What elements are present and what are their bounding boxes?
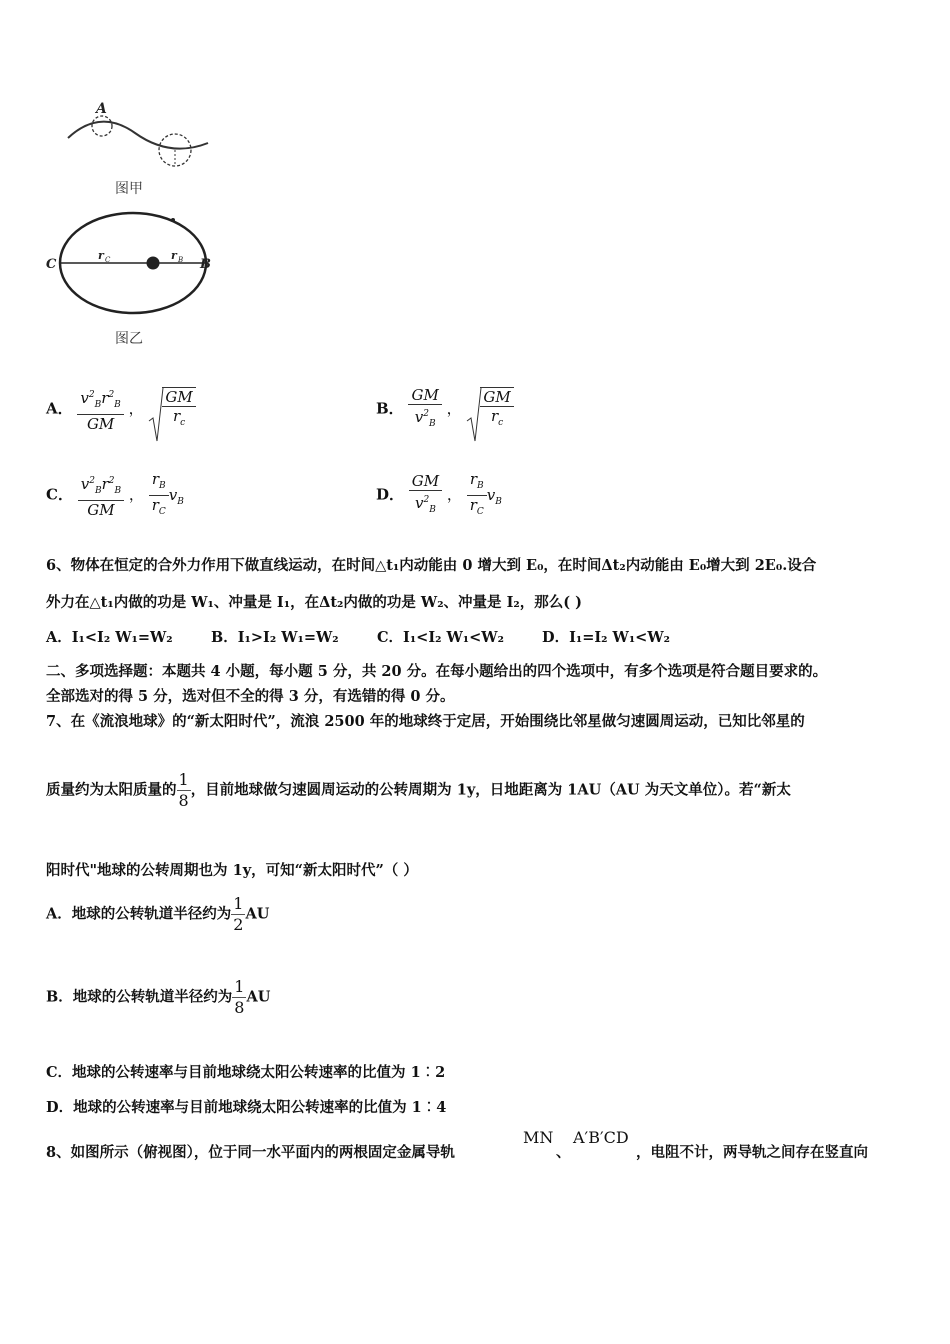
q6-option-d[interactable]: D．I₁=I₂ W₁<W₂	[542, 629, 670, 646]
q8-sep: 、	[556, 1144, 571, 1161]
q8-rail1: MN	[523, 1128, 554, 1147]
q5-option-a-letter: A．	[46, 399, 73, 418]
q5-c-frac2: $\frac{r_B}{r_C}$	[149, 470, 169, 521]
fig1-caption: 图甲	[115, 181, 143, 197]
q5-a-sqrt: $\frac{GM}{r_c}$	[148, 387, 195, 432]
q8-line1-post: ，电阻不计，两导轨之间存在竖直向	[636, 1144, 868, 1161]
fig2-label-c: C	[46, 257, 57, 272]
q5-option-c-letter: C．	[46, 485, 73, 504]
q7-option-d[interactable]: D．地球的公转速率与目前地球绕太阳公转速率的比值为 1︰4	[46, 1099, 447, 1116]
q5-option-d-letter: D．	[376, 485, 405, 504]
q7-option-c[interactable]: C．地球的公转速率与目前地球绕太阳公转速率的比值为 1︰2	[46, 1064, 446, 1081]
fig2-label-rc-sub: C	[105, 256, 111, 264]
q5-b-frac1: $\frac{GM}{v^2_B}$	[408, 386, 441, 433]
fig2-label-rb: r	[171, 249, 177, 262]
q7-line2: 质量约为太阳质量的 $\frac{1}{8}$ ，目前地球做匀速圆周运动的公转周期为 1y，日地距离为 1AU（AU 为天文单位）。若“新太	[46, 770, 791, 810]
q8-line1-pre: 8、如图所示（俯视图），位于同一水平面内的两根固定金属导轨	[46, 1144, 455, 1161]
q5-option-d[interactable]: D． $\frac{GM}{v^2_B}$ ， $\frac{r_B}{r_C}$ $v_B$	[376, 470, 502, 521]
fig2-label-rc: r	[98, 249, 104, 262]
q5-c-frac1: $\frac{v^2_Br^2_B}{GM}$	[78, 472, 124, 519]
q7-fraction: $\frac{1}{8}$	[178, 770, 189, 810]
section2-heading-line2: 全部选对的得 5 分，选对但不全的得 3 分，有选错的得 0 分。	[46, 688, 455, 705]
q8-rail2: A′B′CD	[573, 1128, 629, 1147]
q6-option-a[interactable]: A．I₁<I₂ W₁=W₂	[46, 629, 173, 646]
q7-line1: 7、在《流浪地球》的“新太阳时代”，流浪 2500 年的地球终于定居，开始围绕比邻星做匀速圆周运动，已知比邻星的	[46, 713, 805, 730]
q5-a-frac1: $\frac{v^2_Br^2_B}{GM}$	[77, 386, 123, 433]
q5-option-c[interactable]: C． $\frac{v^2_Br^2_B}{GM}$ ， $\frac{r_B}{r_C}$ $v_B$	[46, 470, 184, 519]
q7-line3: 阳时代"地球的公转周期也为 1y，可知“新太阳时代”（ ）	[46, 862, 418, 879]
fig2-caption: 图乙	[115, 331, 143, 347]
q7-option-b[interactable]: B．地球的公转轨道半径约为 $\frac{1}{8}$ AU	[46, 977, 271, 1017]
q5-option-b-letter: B．	[376, 399, 404, 418]
q5-option-b[interactable]: B． $\frac{GM}{v^2_B}$ ， $\frac{GM}{r_c}$	[376, 386, 514, 433]
q6-line1: 6、物体在恒定的合外力作用下做直线运动，在时间△t₁内动能由 0 增大到 E₀，在时间Δt₂内动能由 E₀增大到 2E₀.设合	[46, 557, 817, 574]
q5-d-frac1: $\frac{GM}{v^2_B}$	[409, 472, 442, 519]
q7-option-a[interactable]: A．地球的公转轨道半径约为 $\frac{1}{2}$ AU	[46, 894, 270, 934]
fig1-label-a: A	[96, 101, 107, 117]
q6-line2: 外力在△t₁内做的功是 W₁、冲量是 I₁，在Δt₂内做的功是 W₂、冲量是 I₂，那么( )	[46, 594, 582, 611]
q5-d-frac2: $\frac{r_B}{r_C}$	[467, 470, 487, 521]
fig2-label-b: B	[200, 257, 211, 272]
q6-option-b[interactable]: B．I₁>I₂ W₁=W₂	[211, 629, 339, 646]
section2-heading-line1: 二、多项选择题：本题共 4 小题，每小题 5 分，共 20 分。在每小题给出的四个选项中，有多个选项是符合题目要求的。	[46, 663, 828, 680]
q5-option-a[interactable]: A． $\frac{v^2_Br^2_B}{GM}$ ， $\frac{GM}{r_c}$	[46, 386, 196, 433]
figure-ellipse-orbit	[40, 208, 220, 318]
fig2-label-rb-sub: B	[178, 256, 184, 264]
q5-b-sqrt: $\frac{GM}{r_c}$	[466, 387, 513, 432]
q6-option-c[interactable]: C．I₁<I₂ W₁<W₂	[377, 629, 504, 646]
